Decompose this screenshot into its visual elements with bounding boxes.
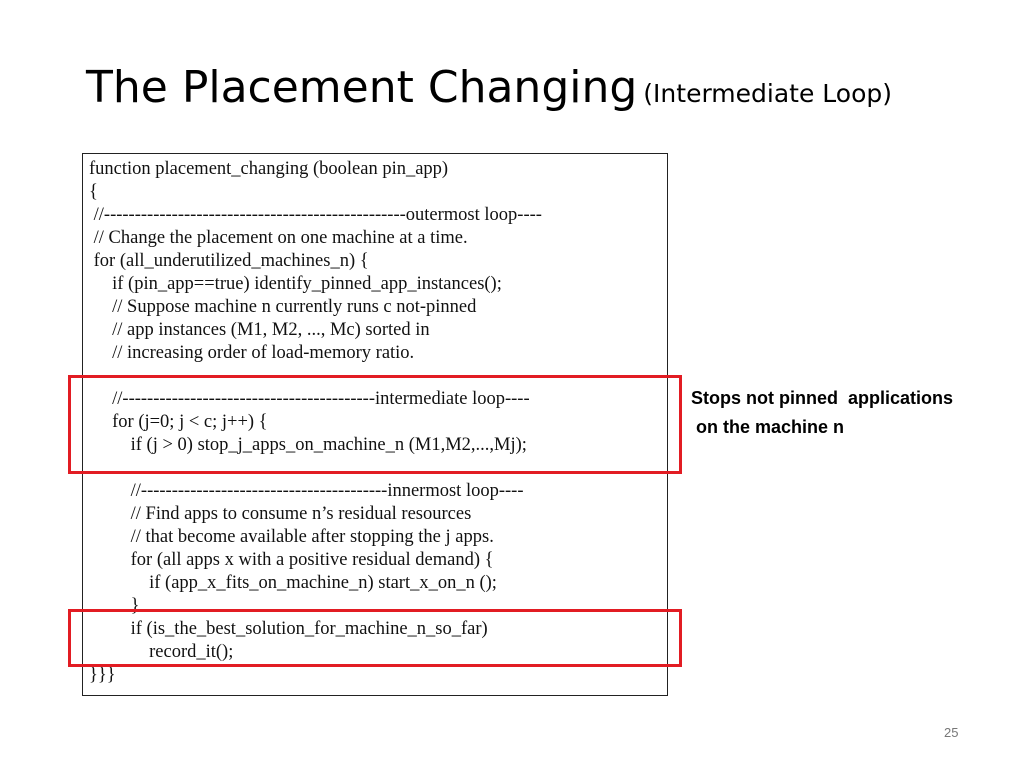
highlight-record-solution	[68, 609, 682, 667]
code-line: record_it();	[89, 642, 234, 662]
code-line: for (all apps x with a positive residual demand) {	[89, 550, 494, 570]
title-main: The Placement Changing	[86, 62, 638, 113]
code-line: if (is_the_best_solution_for_machine_n_so_far)	[89, 619, 488, 639]
code-line: if (app_x_fits_on_machine_n) start_x_on_n ();	[89, 573, 497, 593]
code-line: }}}	[89, 665, 116, 685]
code-line: for (all_underutilized_machines_n) {	[89, 251, 369, 271]
code-line: // Find apps to consume n’s residual resources	[89, 504, 472, 524]
code-line: if (pin_app==true) identify_pinned_app_instances();	[89, 274, 502, 294]
code-line: // app instances (M1, M2, ..., Mc) sorted in	[89, 320, 430, 340]
code-line: // Suppose machine n currently runs c not-pinned	[89, 297, 477, 317]
code-line: //----------------------------------------innermost loop----	[89, 481, 524, 501]
code-line: }	[89, 596, 140, 616]
slide-number: 25	[944, 725, 959, 740]
code-line: if (j > 0) stop_j_apps_on_machine_n (M1,M2,...,Mj);	[89, 435, 527, 455]
annotation-callout	[691, 384, 953, 442]
slide-title	[86, 62, 892, 113]
highlight-intermediate-loop	[68, 375, 682, 474]
code-line: {	[89, 182, 98, 202]
code-line: // that become available after stopping the j apps.	[89, 527, 494, 547]
code-line: // increasing order of load-memory ratio.	[89, 343, 415, 363]
code-line: for (j=0; j < c; j++) {	[89, 412, 268, 432]
annotation-line: Stops not pinned applications	[691, 388, 954, 408]
annotation-line: on the machine n	[691, 417, 845, 437]
code-line: // Change the placement on one machine at a time.	[89, 228, 468, 248]
title-subtitle: (Intermediate Loop)	[643, 79, 892, 108]
code-line: //-------------------------------------------------outermost loop----	[89, 205, 542, 225]
code-line: function placement_changing (boolean pin_app)	[89, 159, 449, 179]
code-line: //-----------------------------------------intermediate loop----	[89, 389, 530, 409]
